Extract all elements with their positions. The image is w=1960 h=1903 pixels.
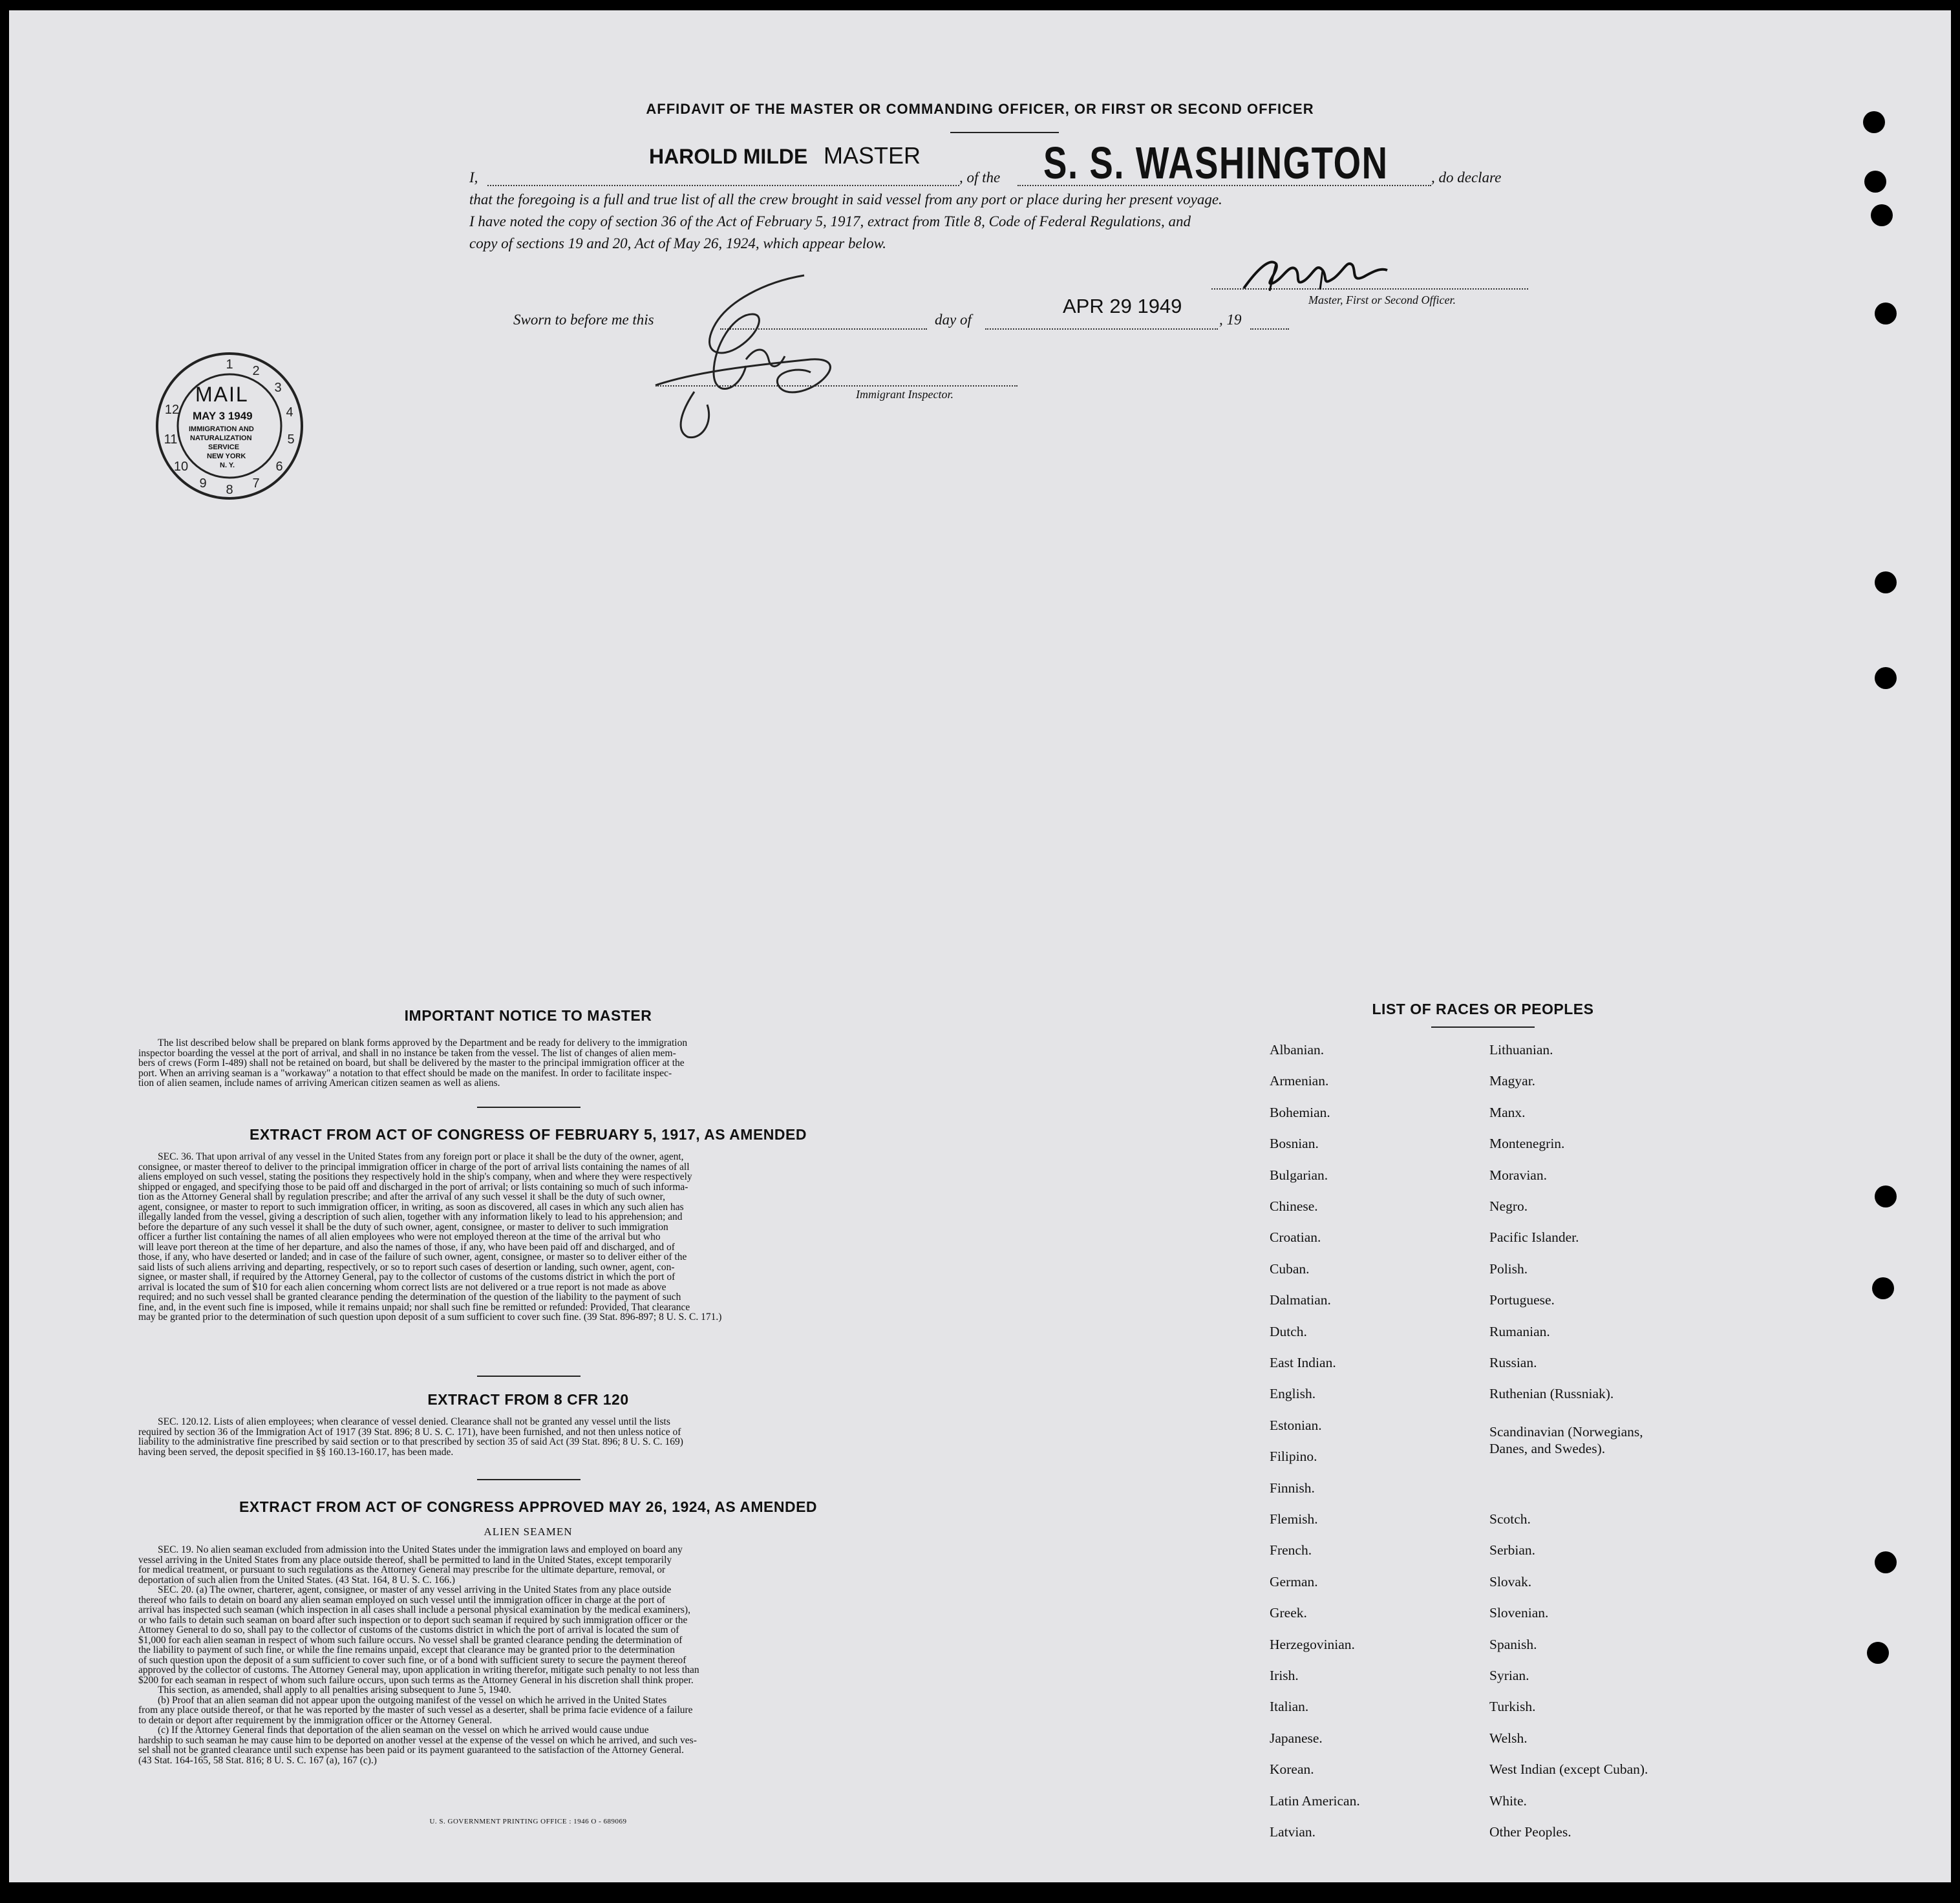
master-signature-label: Master, First or Second Officer. <box>1308 293 1456 306</box>
mail-stamp <box>153 349 306 503</box>
extract-1917-line: arrival is located the sum of $10 for each alien concerning whom correct lists are not delivered or a true report is not made as above <box>138 1281 666 1293</box>
race-item: Greek. <box>1270 1605 1307 1621</box>
race-item: Danes, and Swedes). <box>1489 1441 1606 1456</box>
extract-1924-title: EXTRACT FROM ACT OF CONGRESS APPROVED MAY 26, 1924, AS AMENDED <box>239 1498 818 1515</box>
sworn-year-line <box>1250 328 1289 330</box>
race-item: Lithuanian. <box>1489 1042 1553 1058</box>
race-item: Spanish. <box>1489 1637 1537 1652</box>
race-item: Serbian. <box>1489 1542 1536 1558</box>
extract-1924-line: to detain or deport after requirement by the immigration officer or the Attorney General. <box>138 1714 493 1726</box>
name-dotted-line <box>487 185 959 186</box>
punch-hole <box>1875 1551 1897 1573</box>
race-item: Cuban. <box>1270 1261 1310 1277</box>
extract-1917-line: required; and no such vessel shall be granted clearance pending the determination of the question of the liability to the payment of such <box>138 1292 681 1302</box>
section-divider <box>477 1376 581 1377</box>
race-item: Latvian. <box>1270 1824 1316 1840</box>
race-item: Croatian. <box>1270 1229 1321 1245</box>
extract-1924-line: from any place outside thereof, or that he was reported by the master of such vessel as a deserter, shall be prima facie evidence of a failure <box>138 1705 693 1716</box>
extract-1924-line: or who fails to detain such seaman on board after such inspection or to deport such seaman if required by such immigration officer or the <box>138 1614 688 1626</box>
extract-1924-line: (43 Stat. 164-165, 58 Stat. 816; 8 U. S. C. 167 (a), 167 (c).) <box>138 1754 377 1766</box>
notice-line: bers of crews (Form I-489) shall not be retained on board, but shall be delivered by the master to the principal immigration officer at the <box>138 1058 685 1068</box>
officer-name: HAROLD MILDE <box>649 145 808 168</box>
extract-1917-line: tion as the Attorney General shall by regulation prescribe; and after the arrival of any such vessel it shall be the duty of such owner, <box>138 1191 666 1202</box>
race-item: Irish. <box>1270 1668 1299 1683</box>
race-item: Korean. <box>1270 1761 1314 1777</box>
race-item: East Indian. <box>1270 1355 1336 1370</box>
race-item: Montenegrin. <box>1489 1136 1565 1151</box>
extract-1917-line: shipped or engaged, and specifying those to be paid off and discharged in the port of arrival; or lists containing so much of such informa- <box>138 1181 688 1193</box>
svg-text:1: 1 <box>226 357 233 372</box>
race-item: Turkish. <box>1489 1699 1536 1714</box>
extract-1924-line: of such question upon the deposit of a sum sufficient to cover such fine, or of a bond with sufficient surety to secure the payment thereof <box>138 1654 687 1666</box>
extract-1917-line: illegally landed from the vessel, giving a description of such alien, together with any information likely to lead to his apprehension; and <box>138 1211 683 1222</box>
extract-cfr-line: SEC. 120.12. Lists of alien employees; when clearance of vessel denied. Clearance shall not be granted any vessel until the lists <box>158 1416 670 1427</box>
race-item: Albanian. <box>1270 1042 1325 1058</box>
race-item: Latin American. <box>1270 1793 1360 1809</box>
extract-1917-line: fine, and, in the event such fine is imposed, while it remains unpaid; nor shall such fine be remitted or refunded: Provided, That clearance <box>138 1301 690 1313</box>
race-item: Slovenian. <box>1489 1605 1549 1621</box>
affidavit-i-label: I, <box>469 169 478 186</box>
race-item: Syrian. <box>1489 1668 1529 1683</box>
race-item: Other Peoples. <box>1489 1824 1571 1840</box>
race-item: Armenian. <box>1270 1073 1329 1089</box>
year-label: , 19 <box>1219 312 1242 328</box>
title-divider <box>950 132 1059 133</box>
notice-title: IMPORTANT NOTICE TO MASTER <box>404 1007 652 1024</box>
svg-text:6: 6 <box>275 460 283 474</box>
section-divider <box>477 1479 581 1480</box>
stamp-line3: IMMIGRATION AND <box>189 425 254 433</box>
race-item: Estonian. <box>1270 1418 1322 1433</box>
extract-1924-line: for medical treatment, or pursuant to such regulations as the Attorney General may prescribe for the ultimate departure, removal, or <box>138 1564 666 1575</box>
race-item: Negro. <box>1489 1198 1528 1214</box>
stamp-line6: NEW YORK <box>207 452 246 460</box>
of-the-label: , of the <box>959 169 1001 186</box>
notice-body <box>138 1038 927 1089</box>
day-of-label: day of <box>935 312 972 328</box>
extract-1917-line: may be granted prior to the determination of such question upon deposit of a sum sufficient to cover such fine. (39 Stat. 896-897; 8 U. S. C. 171.) <box>138 1312 722 1323</box>
svg-text:11: 11 <box>164 432 178 447</box>
race-item: English. <box>1270 1386 1316 1401</box>
extract-1917-line: SEC. 36. That upon arrival of any vessel in the United States from any foreign port or place it shall be the duty of the owner, agent, <box>158 1151 684 1162</box>
notice-line: The list described below shall be prepared on blank forms approved by the Department and be ready for delivery to the immigration <box>158 1037 688 1048</box>
extract-1924-line: approved by the collector of customs. The Attorney General may, upon application in writing therefor, mitigate such penalty to not less than <box>138 1664 699 1675</box>
race-item: West Indian (except Cuban). <box>1489 1761 1648 1777</box>
stamp-line7: N. Y. <box>220 462 235 469</box>
master-signature <box>1237 251 1392 296</box>
race-item: Filipino. <box>1270 1449 1317 1464</box>
extract-1924-line: vessel arriving in the United States from any place outside thereof, shall be permitted to land in the United States, except temporarily <box>138 1554 672 1566</box>
race-item: Bosnian. <box>1270 1136 1319 1151</box>
race-item: Dutch. <box>1270 1324 1307 1339</box>
extract-1924-line: $200 for each seaman in respect of whom such failure occurs, upon such terms as the Attorney General in his discretion shall think proper. <box>138 1674 694 1686</box>
extract-1917-line: officer a further list containing the names of all alien employees who were not employed thereon at the time of the arrival but who <box>138 1231 661 1242</box>
race-item: Scotch. <box>1489 1511 1531 1527</box>
race-item: Magyar. <box>1489 1073 1536 1089</box>
race-item: Polish. <box>1489 1261 1528 1277</box>
race-item: Bohemian. <box>1270 1105 1330 1120</box>
race-item: Bulgarian. <box>1270 1167 1328 1183</box>
svg-text:4: 4 <box>286 405 293 420</box>
punch-hole <box>1867 1642 1889 1664</box>
extract-cfr-title: EXTRACT FROM 8 CFR 120 <box>427 1391 629 1408</box>
races-title: LIST OF RACES OR PEOPLES <box>1372 1001 1594 1017</box>
section-divider <box>477 1107 581 1108</box>
race-item: White. <box>1489 1793 1527 1809</box>
race-item: Russian. <box>1489 1355 1537 1370</box>
race-item: Rumanian. <box>1489 1324 1550 1339</box>
extract-1924-line: thereof who fails to detain on board any alien seaman employed on such vessel until the immigration officer in charge at the port of <box>138 1594 666 1606</box>
punch-hole <box>1863 111 1885 133</box>
extract-1924-line: the liability to payment of such fine, or while the fine remains unpaid, except that clearance may be granted prior to the determination <box>138 1644 675 1655</box>
officer-rank: MASTER <box>824 142 921 169</box>
extract-1924-line: deportation of such alien from the United States. (43 Stat. 164, 8 U. S. C. 166.) <box>138 1574 455 1586</box>
races-divider <box>1431 1026 1535 1028</box>
extract-1924-line: sel shall not be granted clearance until such expense has been paid or its payment guaranteed to the satisfaction of the Attorney General. <box>138 1745 685 1756</box>
sworn-month-line <box>985 328 1218 330</box>
vessel-name: S. S. WASHINGTON <box>1043 138 1389 188</box>
svg-text:8: 8 <box>226 483 233 497</box>
race-item: Chinese. <box>1270 1198 1318 1214</box>
race-item: French. <box>1270 1542 1312 1558</box>
extract-1924-line: arrival has inspected such seaman (which inspection in all cases shall include a personal physical examination by the medical examiners), <box>138 1604 690 1615</box>
extract-1924-line: (b) Proof that an alien seaman did not appear upon the outgoing manifest of the vessel on which he arrived in the United States <box>158 1694 667 1706</box>
race-item: Flemish. <box>1270 1511 1318 1527</box>
extract-1924-line: SEC. 20. (a) The owner, charterer, agent, consignee, or master of any vessel arriving in the United States from any place outside <box>158 1584 672 1595</box>
race-item: Slovak. <box>1489 1574 1532 1589</box>
punch-hole <box>1875 1185 1897 1207</box>
document-page <box>9 10 1951 1882</box>
svg-text:9: 9 <box>199 476 207 491</box>
do-declare-label: , do declare <box>1431 169 1502 186</box>
svg-text:5: 5 <box>287 432 295 447</box>
extract-1924-line: $1,000 for each alien seaman in respect of whom such failure occurs. No vessel shall be granted clearance pending the determination of <box>138 1634 683 1646</box>
extract-cfr-line: having been served, the deposit specified in §§ 160.13-160.17, has been made. <box>138 1446 454 1458</box>
extract-1917-line: aliens employed on such vessel, stating the positions they respectively hold in the ship's company, when and where they were respectively <box>138 1171 692 1182</box>
punch-hole <box>1871 204 1893 226</box>
extract-1924-line: This section, as amended, shall apply to all penalties arising subsequent to June 5, 1940. <box>158 1685 511 1696</box>
extract-1917-body <box>138 1152 927 1323</box>
notice-line: tion of alien seamen, include names of arriving American citizen seamen as well as aliens. <box>138 1078 500 1089</box>
stamp-line5: SERVICE <box>208 443 240 451</box>
notice-line: port. When an arriving seaman is a "workaway" a notation to that effect should be made on the manifest. In order to facilitate inspec- <box>138 1067 672 1079</box>
extract-cfr-body <box>138 1417 927 1457</box>
extract-1924-line: Attorney General to do so, shall pay to the collector of customs of the customs district in which the port of arrival is located the sum of <box>138 1624 679 1635</box>
declaration-line-1: that the foregoing is a full and true list of all the crew brought in said vessel from any port or place during her present voyage. <box>469 191 1222 207</box>
declaration-line-3: copy of sections 19 and 20, Act of May 26, 1924, which appear below. <box>469 235 886 251</box>
race-item: Portuguese. <box>1489 1292 1555 1308</box>
extract-1917-line: consignee, or master thereof to deliver to the principal immigration officer in charge of the port of arrival lists containing the names of all <box>138 1161 690 1173</box>
inspector-signature <box>617 262 875 443</box>
sworn-date-stamp: APR 29 1949 <box>1063 295 1182 317</box>
race-item: Ruthenian (Russniak). <box>1489 1386 1614 1401</box>
extract-1917-line: signee, or master shall, if required by the Attorney General, pay to the collector of customs of the customs district in which the port of <box>138 1271 676 1282</box>
extract-1917-line: agent, consignee, or master to report to such immigration officer, in writing, as soon as discovered, all cases in which any such alien has <box>138 1201 684 1213</box>
extract-1924-line: (c) If the Attorney General finds that deportation of the alien seaman on the vessel on which he arrived would cause undue <box>158 1725 649 1736</box>
svg-text:3: 3 <box>274 381 282 395</box>
inspector-signature-line <box>655 385 1017 387</box>
race-item: Herzegovinian. <box>1270 1637 1355 1652</box>
svg-text:10: 10 <box>173 460 189 474</box>
race-item: German. <box>1270 1574 1318 1589</box>
svg-text:12: 12 <box>164 403 180 417</box>
stamp-line4: NATURALIZATION <box>190 434 252 442</box>
extract-1917-title: EXTRACT FROM ACT OF CONGRESS OF FEBRUARY 5, 1917, AS AMENDED <box>250 1126 807 1143</box>
sworn-label: Sworn to before me this <box>513 312 654 328</box>
race-item: Pacific Islander. <box>1489 1229 1579 1245</box>
extract-1917-line: said lists of such aliens arriving and departing, respectively, or so to report such cases of desertion or landing, such owner, agent, con- <box>138 1261 675 1273</box>
stamp-date: MAY 3 1949 <box>193 410 253 422</box>
extract-1924-line: SEC. 19. No alien seaman excluded from admission into the United States under the immigration laws and employed on board any <box>158 1544 683 1555</box>
affidavit-title: AFFIDAVIT OF THE MASTER OR COMMANDING OFFICER, OR FIRST OR SECOND OFFICER <box>646 101 1314 117</box>
stamp-mail: MAIL <box>195 383 249 406</box>
declaration-line-2: I have noted the copy of section 36 of the Act of February 5, 1917, extract from Title 8, Code of Federal Regulations, and <box>469 213 1191 229</box>
race-item: Japanese. <box>1270 1730 1323 1746</box>
extract-1917-line: those, if any, who have deserted or landed; and in case of the failure of such owner, agent, consignee, or master so to deliver either of the <box>138 1251 687 1262</box>
notice-line: inspector boarding the vessel at the port of arrival, and shall in no instance be taken from the vessel. The list of changes of alien mem- <box>138 1047 676 1059</box>
extract-1917-line: will leave port thereon at the time of her departure, and also the names of those, if any, who have been paid off and discharged, and of <box>138 1241 675 1253</box>
extract-1924-subtitle: ALIEN SEAMEN <box>484 1526 573 1538</box>
inspector-label: Immigrant Inspector. <box>856 388 953 401</box>
punch-hole <box>1875 303 1897 324</box>
punch-hole <box>1875 667 1897 689</box>
printer-imprint: U. S. GOVERNMENT PRINTING OFFICE : 1946 O - 689069 <box>429 1818 627 1825</box>
race-item: Dalmatian. <box>1270 1292 1331 1308</box>
extract-1924-body <box>138 1545 927 1765</box>
race-item: Finnish. <box>1270 1480 1315 1496</box>
punch-hole <box>1872 1277 1894 1299</box>
punch-hole <box>1875 571 1897 593</box>
race-item: Scandinavian (Norwegians, <box>1489 1424 1643 1440</box>
svg-text:2: 2 <box>252 364 260 378</box>
extract-cfr-line: liability to the administrative fine prescribed by said section or to that prescribed by section 35 of said Act (39 Stat. 896; 8 U. S. C. 169) <box>138 1436 683 1447</box>
race-item: Moravian. <box>1489 1167 1547 1183</box>
race-item: Italian. <box>1270 1699 1309 1714</box>
extract-1924-line: hardship to such seaman he may cause him to be deported on another vessel at the expense of the vessel on which he arrived, and such ves- <box>138 1734 697 1746</box>
race-item: Welsh. <box>1489 1730 1528 1746</box>
extract-cfr-line: required by section 36 of the Immigration Act of 1917 (39 Stat. 896; 8 U. S. C. 171), have been furnished, and not then unless notice of <box>138 1426 681 1438</box>
extract-1917-line: before the departure of any such vessel it shall be the duty of such owner, agent, consignee, or master to deliver to such immigration <box>138 1221 668 1233</box>
race-item: Manx. <box>1489 1105 1526 1120</box>
punch-hole <box>1864 171 1886 193</box>
svg-text:7: 7 <box>252 476 260 491</box>
